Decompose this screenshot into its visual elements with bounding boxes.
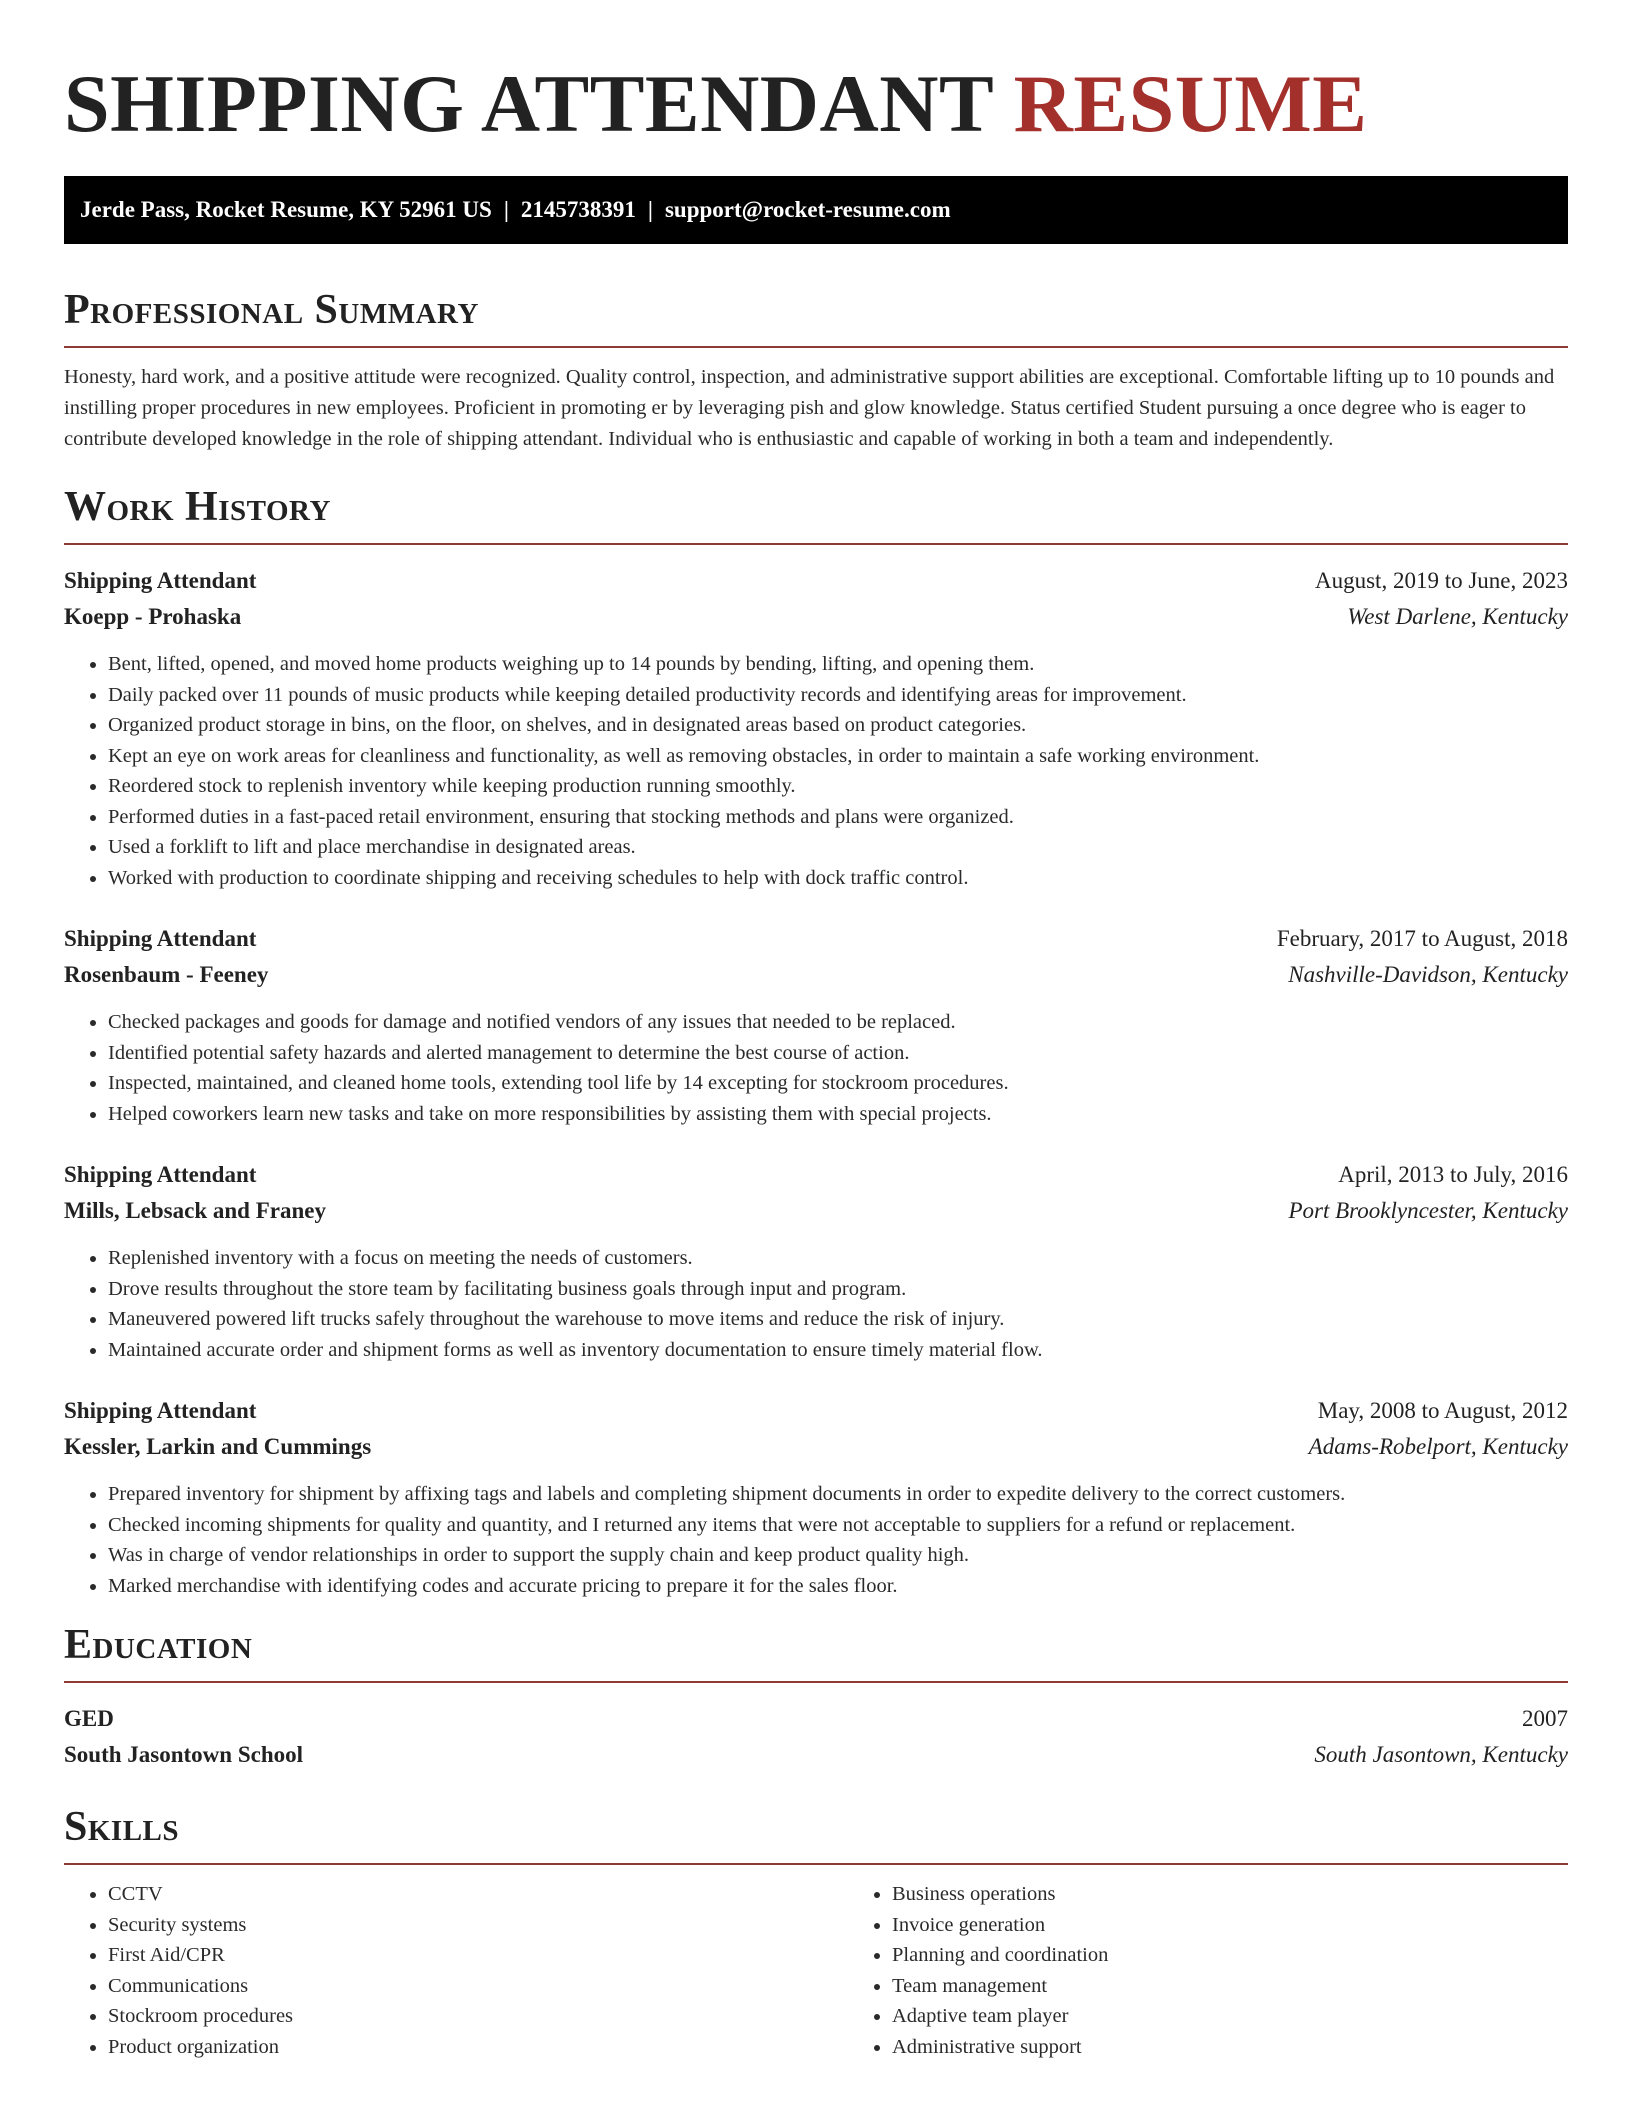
skill-item: • Product organization bbox=[108, 2032, 848, 2063]
section-heading-summary: Professional Summary bbox=[64, 284, 1568, 348]
job-title: Shipping Attendant bbox=[64, 1162, 257, 1187]
education-degree: GED bbox=[64, 1706, 114, 1731]
job-title: Shipping Attendant bbox=[64, 568, 257, 593]
skill-item: • Planning and coordination bbox=[892, 1940, 1632, 1971]
job-title: Shipping Attendant bbox=[64, 1398, 257, 1423]
skill-item: • Communications bbox=[108, 1971, 848, 2002]
job-bullet: • Inspected, maintained, and cleaned home tools, extending tool life by 14 excepting for stockroom procedures. bbox=[108, 1068, 1568, 1099]
skill-item: • Security systems bbox=[108, 1910, 848, 1941]
skills-columns bbox=[64, 1879, 1568, 2062]
job-bullet: • Bent, lifted, opened, and moved home products weighing up to 14 pounds by bending, lifting, and opening them. bbox=[108, 649, 1568, 680]
job-bullet: • Performed duties in a fast-paced retail environment, ensuring that stocking methods and plans were organized. bbox=[108, 802, 1568, 833]
job-bullet: • Replenished inventory with a focus on meeting the needs of customers. bbox=[108, 1243, 1568, 1274]
job-bullet: • Checked incoming shipments for quality and quantity, and I returned any items that were not acceptable to suppliers for a refund or replacement. bbox=[108, 1510, 1568, 1541]
skills-list-right bbox=[848, 1879, 1632, 2062]
education-location: South Jasontown, Kentucky bbox=[1314, 1742, 1568, 1767]
resume-page bbox=[64, 0, 1568, 2062]
section-heading-work-history: Work History bbox=[64, 481, 1568, 545]
job-bullet: • Was in charge of vendor relationships in order to support the supply chain and keep product quality high. bbox=[108, 1540, 1568, 1571]
job-bullet: • Maintained accurate order and shipment forms as well as inventory documentation to ensure timely material flow. bbox=[108, 1335, 1568, 1366]
skill-item: • Administrative support bbox=[892, 2032, 1632, 2063]
contact-phone: 2145738391 bbox=[520, 197, 636, 222]
job-bullets bbox=[64, 1479, 1568, 1601]
job-bullet: • Organized product storage in bins, on the floor, on shelves, and in designated areas based on product categories. bbox=[108, 710, 1568, 741]
job-bullets bbox=[64, 1243, 1568, 1365]
skill-item: • Business operations bbox=[892, 1879, 1632, 1910]
education-entry bbox=[64, 1701, 1568, 1773]
skill-item: • Team management bbox=[892, 1971, 1632, 2002]
education-school: South Jasontown School bbox=[64, 1742, 304, 1767]
education-year: 2007 bbox=[1522, 1706, 1568, 1731]
page-title bbox=[64, 0, 1568, 172]
job-bullet: • Helped coworkers learn new tasks and take on more responsibilities by assisting them with special projects. bbox=[108, 1099, 1568, 1130]
job-bullet: • Maneuvered powered lift trucks safely throughout the warehouse to move items and reduce the risk of injury. bbox=[108, 1304, 1568, 1335]
job-bullet: • Marked merchandise with identifying codes and accurate pricing to prepare it for the sales floor. bbox=[108, 1571, 1568, 1602]
job-bullets bbox=[64, 649, 1568, 893]
job-bullet: • Drove results throughout the store team by facilitating business goals through input and program. bbox=[108, 1274, 1568, 1305]
skills-list-left bbox=[64, 1879, 848, 2062]
job-bullet: • Reordered stock to replenish inventory while keeping production running smoothly. bbox=[108, 771, 1568, 802]
job-entry bbox=[64, 1393, 1568, 1601]
job-bullet: • Used a forklift to lift and place merchandise in designated areas. bbox=[108, 832, 1568, 863]
contact-address: Jerde Pass, Rocket Resume, KY 52961 US bbox=[80, 197, 492, 222]
job-title: Shipping Attendant bbox=[64, 926, 257, 951]
job-bullet: • Prepared inventory for shipment by affixing tags and labels and completing shipment documents in order to expedite delivery to the correct customers. bbox=[108, 1479, 1568, 1510]
contact-bar bbox=[64, 176, 1568, 244]
job-bullets bbox=[64, 1007, 1568, 1129]
job-location: Port Brooklyncester, Kentucky bbox=[1288, 1198, 1568, 1223]
job-bullet: • Kept an eye on work areas for cleanliness and functionality, as well as removing obstacles, in order to maintain a safe working environment. bbox=[108, 741, 1568, 772]
skill-item: • Adaptive team player bbox=[892, 2001, 1632, 2032]
job-company: Kessler, Larkin and Cummings bbox=[64, 1434, 372, 1459]
job-company: Koepp - Prohaska bbox=[64, 604, 242, 629]
job-dates: May, 2008 to August, 2012 bbox=[1317, 1398, 1568, 1423]
job-company: Mills, Lebsack and Franey bbox=[64, 1198, 326, 1223]
skill-item: • Stockroom procedures bbox=[108, 2001, 848, 2032]
section-heading-education: Education bbox=[64, 1619, 1568, 1683]
contact-email: support@rocket-resume.com bbox=[664, 197, 951, 222]
contact-separator: | bbox=[503, 197, 509, 222]
section-heading-skills: Skills bbox=[64, 1801, 1568, 1865]
job-bullet: • Identified potential safety hazards and alerted management to determine the best course of action. bbox=[108, 1038, 1568, 1069]
work-history-list bbox=[64, 563, 1568, 1601]
job-dates: August, 2019 to June, 2023 bbox=[1315, 568, 1568, 593]
job-bullet: • Worked with production to coordinate shipping and receiving schedules to help with dock traffic control. bbox=[108, 863, 1568, 894]
title-accent: RESUME bbox=[1013, 58, 1368, 149]
job-company: Rosenbaum - Feeney bbox=[64, 962, 269, 987]
job-bullet: • Checked packages and goods for damage and notified vendors of any issues that needed to be replaced. bbox=[108, 1007, 1568, 1038]
contact-separator: | bbox=[647, 197, 653, 222]
job-location: West Darlene, Kentucky bbox=[1347, 604, 1568, 629]
skill-item: • Invoice generation bbox=[892, 1910, 1632, 1941]
job-entry bbox=[64, 921, 1568, 1129]
title-main: SHIPPING ATTENDANT bbox=[64, 58, 993, 149]
job-location: Nashville-Davidson, Kentucky bbox=[1288, 962, 1568, 987]
job-dates: April, 2013 to July, 2016 bbox=[1338, 1162, 1568, 1187]
job-location: Adams-Robelport, Kentucky bbox=[1308, 1434, 1568, 1459]
skill-item: • CCTV bbox=[108, 1879, 848, 1910]
job-entry bbox=[64, 563, 1568, 893]
job-bullet: • Daily packed over 11 pounds of music products while keeping detailed productivity records and identifying areas for improvement. bbox=[108, 680, 1568, 711]
skill-item: • First Aid/CPR bbox=[108, 1940, 848, 1971]
job-dates: February, 2017 to August, 2018 bbox=[1276, 926, 1568, 951]
job-entry bbox=[64, 1157, 1568, 1365]
summary-text: Honesty, hard work, and a positive attitude were recognized. Quality control, inspection, and administrative support abilities are exceptional. Comfortable lifting up to 10 pounds and instilling proper procedures in new employees. Proficient in promoting er by leveraging pish and glow knowledge. Status certified Student pursuing a once degree who is eager to contribute developed knowledge in the role of shipping attendant. Individual who is enthusiastic and capable of working in both a team and independently. bbox=[64, 366, 1555, 450]
